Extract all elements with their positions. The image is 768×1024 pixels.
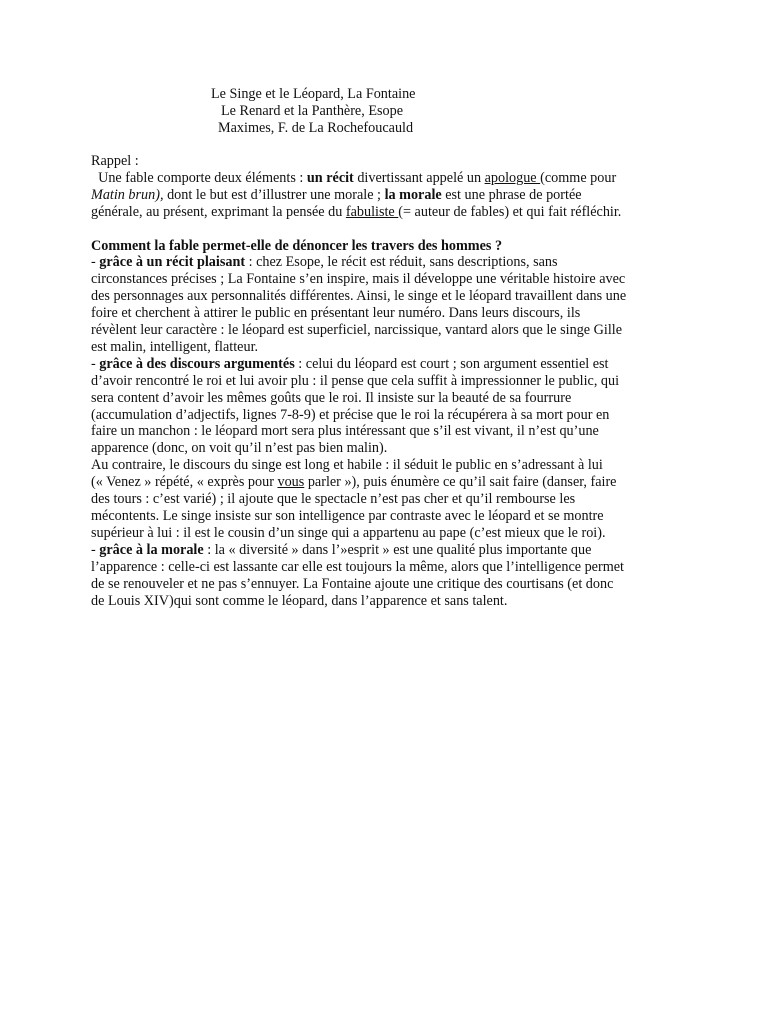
rappel-line-2 (91, 187, 691, 204)
text-run: dont le but est d’illustrer une morale ; (163, 186, 385, 203)
point-1-line-5: révèlent leur caractère : le léopard est superficiel, narcissique, vantard alors que le singe Gille (91, 322, 623, 339)
text-run: (« Venez » répété, « exprès pour (91, 474, 278, 491)
title-line-2: Le Renard et la Panthère, Esope (221, 103, 403, 119)
text-run: - (91, 355, 100, 372)
underlined-term-apologue: apologue (484, 169, 541, 186)
text-run: - (91, 254, 100, 271)
point-2-line-6: apparence (donc, on voit qu’il n’est pas bien malin). (91, 440, 388, 457)
underlined-term-fabuliste: fabuliste (345, 203, 399, 220)
point-4-line-1 (91, 542, 691, 559)
point-1-line-1 (91, 254, 691, 271)
point-1-lead: grâce à un récit plaisant (99, 254, 246, 271)
point-1-line-6: est malin, intelligent, flatteur. (91, 338, 259, 355)
point-4-line-2: l’apparence : celle-ci est lassante car elle est toujours la même, alors que l’intelligence permet (91, 558, 624, 575)
point-3-line-3: des tours : c’est varié) ; il ajoute que le spectacle n’est pas cher et qu’il rembourse les (91, 491, 576, 508)
text-run: - (91, 541, 100, 558)
text-run: est une phrase de portée (441, 186, 582, 203)
text-run: parler »), puis énumère ce qu’il sait faire (danser, faire (304, 474, 617, 491)
rappel-line-1 (91, 170, 691, 187)
point-1-line-2: circonstances précises ; La Fontaine s’en inspire, mais il développe une véritable histoire avec (91, 271, 626, 288)
point-2-line-5: faire un manchon : le léopard mort sera plus intéressant que s’il est vivant, il n’est qu’une (91, 423, 599, 440)
point-4-lead: grâce à la morale (99, 541, 204, 558)
bold-term-morale: la morale (384, 186, 442, 203)
underlined-word-vous: vous (277, 474, 305, 491)
analysis-section (91, 238, 691, 610)
italic-title-matin-brun: Matin brun), (91, 186, 164, 203)
bold-term-recit: un récit (306, 169, 354, 186)
text-run: Une fable comporte deux éléments : (91, 169, 307, 186)
paragraph-spacer (91, 221, 691, 238)
point-2-line-1 (91, 356, 691, 373)
point-2-lead: grâce à des discours argumentés (99, 355, 295, 372)
point-3-line-1: Au contraire, le discours du singe est long et habile : il séduit le public en s’adressant à lui (91, 457, 603, 474)
rappel-line-3 (91, 204, 691, 221)
point-2-line-3: sera content d’avoir les mêmes goûts que le roi. Il insiste sur la beauté de sa fourrure (91, 389, 572, 406)
text-run: : la « diversité » dans l’»esprit » est une qualité plus importante que (203, 541, 592, 558)
title-line-3: Maximes, F. de La Rochefoucauld (218, 120, 414, 136)
title-line-1: Le Singe et le Léopard, La Fontaine (211, 86, 416, 102)
text-run: : celui du léopard est court ; son argument essentiel est (294, 355, 609, 372)
text-run: divertissant appelé un (353, 169, 485, 186)
section-question: Comment la fable permet-elle de dénoncer les travers des hommes ? (91, 237, 503, 254)
point-1-line-3: des personnages aux personnalités différentes. Ainsi, le singe et le léopard travaillent dans une (91, 288, 627, 305)
point-3-line-4: mécontents. Le singe insiste sur son intelligence par contraste avec le léopard et se montre (91, 508, 604, 525)
text-run: (= auteur de fables) et qui fait réfléchir. (398, 203, 622, 220)
rappel-paragraph (91, 153, 691, 221)
point-2-line-2: d’avoir rencontré le roi et lui avoir plu : il pense que cela suffit à impressionner le public, qui (91, 372, 620, 389)
text-run: générale, au présent, exprimant la pensée du (91, 203, 346, 220)
point-4-line-4: de Louis XIV)qui sont comme le léopard, dans l’apparence et sans talent. (91, 592, 508, 609)
text-run: : chez Esope, le récit est réduit, sans descriptions, sans (245, 254, 558, 271)
point-2-line-4: (accumulation d’adjectifs, lignes 7-8-9) et précise que le roi la récupérera à sa mort pour en (91, 406, 610, 423)
point-3-line-5: supérieur à lui : il est le cousin d’un singe qui a appartenu au pape (c’est mieux que le roi). (91, 524, 606, 541)
point-4-line-3: de se renouveler et ne pas s’ennuyer. La Fontaine ajoute une critique des courtisans (et donc (91, 575, 614, 592)
point-1-line-4: foire et cherchent à attirer le public en présentant leur numéro. Dans leurs discours, ils (91, 305, 581, 322)
text-run: (comme pour (540, 169, 617, 186)
point-3-line-2 (91, 474, 691, 491)
rappel-heading: Rappel : (91, 153, 139, 169)
document-body (91, 153, 691, 609)
